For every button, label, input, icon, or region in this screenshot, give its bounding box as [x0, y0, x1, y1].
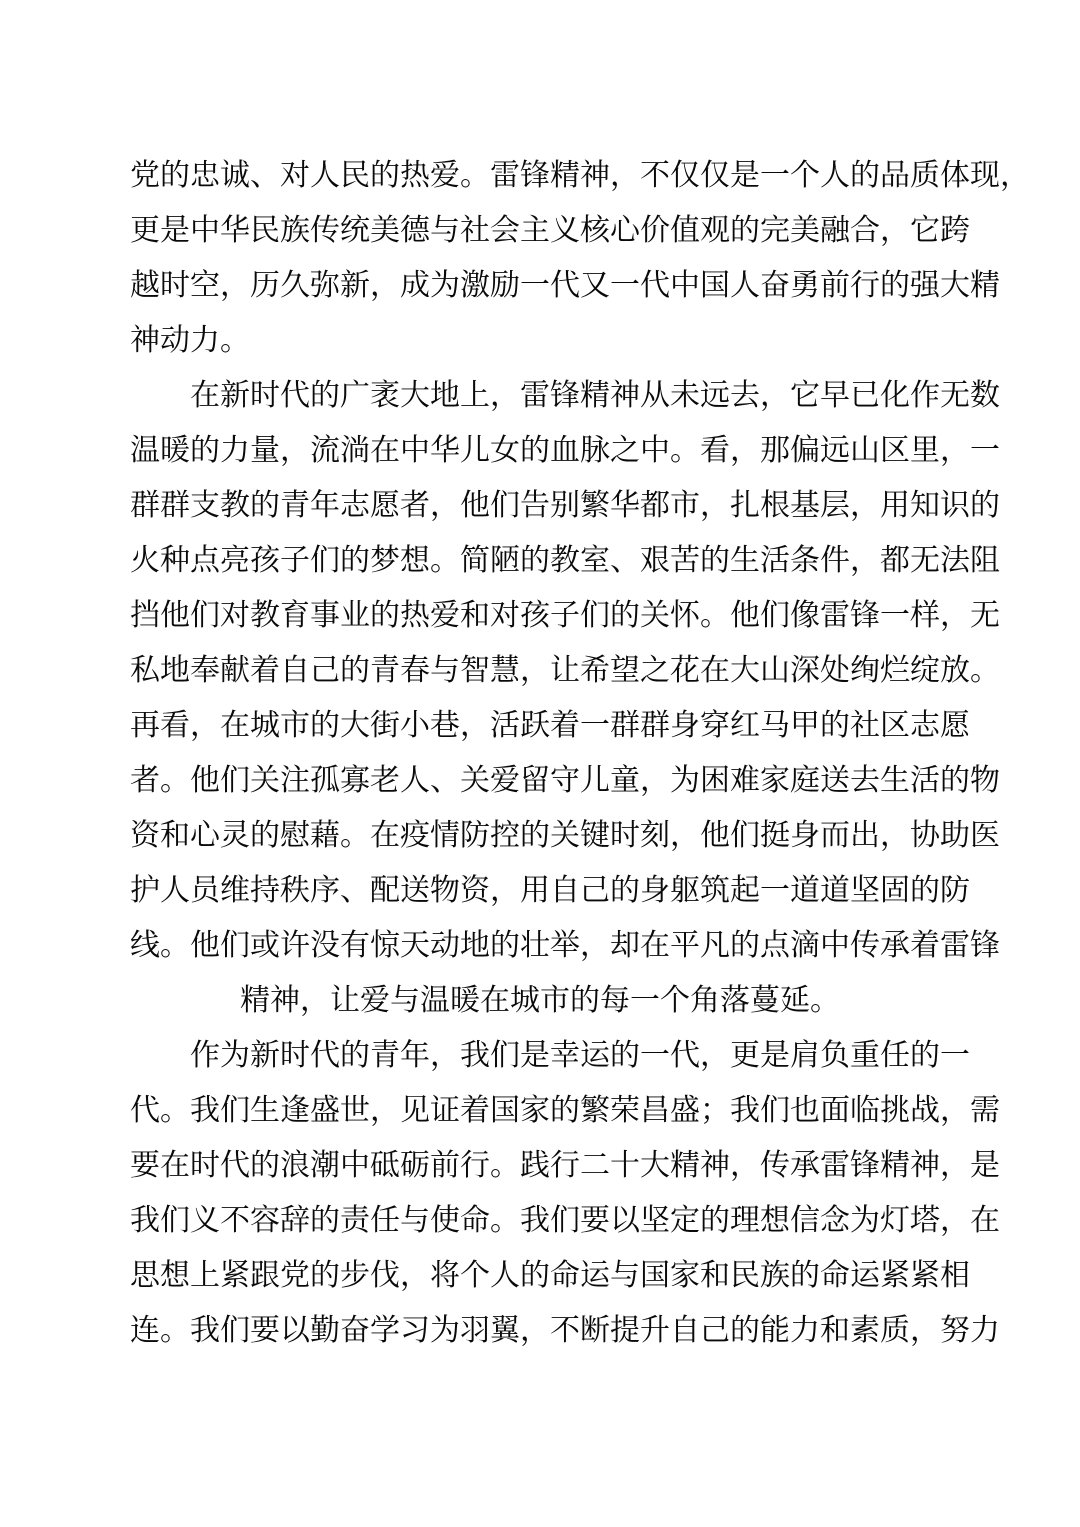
text-line: 温暖的力量，流淌在中华儿女的血脉之中。看，那偏远山区里，一	[130, 434, 1000, 467]
text-line: 线。他们或许没有惊天动地的壮举，却在平凡的点滴中传承着雷锋	[130, 929, 1000, 962]
text-line: 者。他们关注孤寡老人、关爱留守儿童，为困难家庭送去生活的物	[130, 764, 1000, 797]
text-line: 党的忠诚、对人民的热爱。雷锋精神，不仅仅是一个人的品质体现，	[130, 159, 1030, 192]
text-line: 要在时代的浪潮中砥砺前行。践行二十大精神，传承雷锋精神，是	[130, 1149, 1000, 1182]
paragraph-3	[130, 1028, 1000, 1358]
text-line: 再看，在城市的大街小巷，活跃着一群群身穿红马甲的社区志愿	[130, 709, 970, 742]
text-line: 私地奉献着自己的青春与智慧，让希望之花在大山深处绚烂绽放。	[130, 654, 1000, 687]
paragraph-2	[130, 368, 1000, 1028]
text-line: 挡他们对教育事业的热爱和对孩子们的关怀。他们像雷锋一样，无	[130, 599, 1000, 632]
text-line: 更是中华民族传统美德与社会主义核心价值观的完美融合，它跨	[130, 214, 970, 247]
text-line: 群群支教的青年志愿者，他们告别繁华都市，扎根基层，用知识的	[130, 489, 1000, 522]
paragraph-1	[130, 148, 1030, 368]
text-line: 在新时代的广袤大地上，雷锋精神从未远去，它早已化作无数	[190, 379, 1000, 412]
text-line: 作为新时代的青年，我们是幸运的一代，更是肩负重任的一	[190, 1039, 970, 1072]
text-line: 代。我们生逢盛世，见证着国家的繁荣昌盛；我们也面临挑战，需	[130, 1094, 1000, 1127]
text-line: 思想上紧跟党的步伐，将个人的命运与国家和民族的命运紧紧相	[130, 1259, 970, 1292]
text-line: 护人员维持秩序、配送物资，用自己的身躯筑起一道道坚固的防	[130, 874, 970, 907]
text-line: 我们义不容辞的责任与使命。我们要以坚定的理想信念为灯塔，在	[130, 1204, 1000, 1237]
text-line: 神动力。	[130, 324, 250, 357]
text-line: 越时空，历久弥新，成为激励一代又一代中国人奋勇前行的强大精	[130, 269, 1000, 302]
text-line: 连。我们要以勤奋学习为羽翼，不断提升自己的能力和素质，努力	[130, 1314, 1000, 1347]
text-line: 资和心灵的慰藉。在疫情防控的关键时刻，他们挺身而出，协助医	[130, 819, 1000, 852]
text-line: 火种点亮孩子们的梦想。简陋的教室、艰苦的生活条件，都无法阻	[130, 544, 1000, 577]
text-line: 精神，让爱与温暖在城市的每一个角落蔓延。	[240, 984, 840, 1017]
